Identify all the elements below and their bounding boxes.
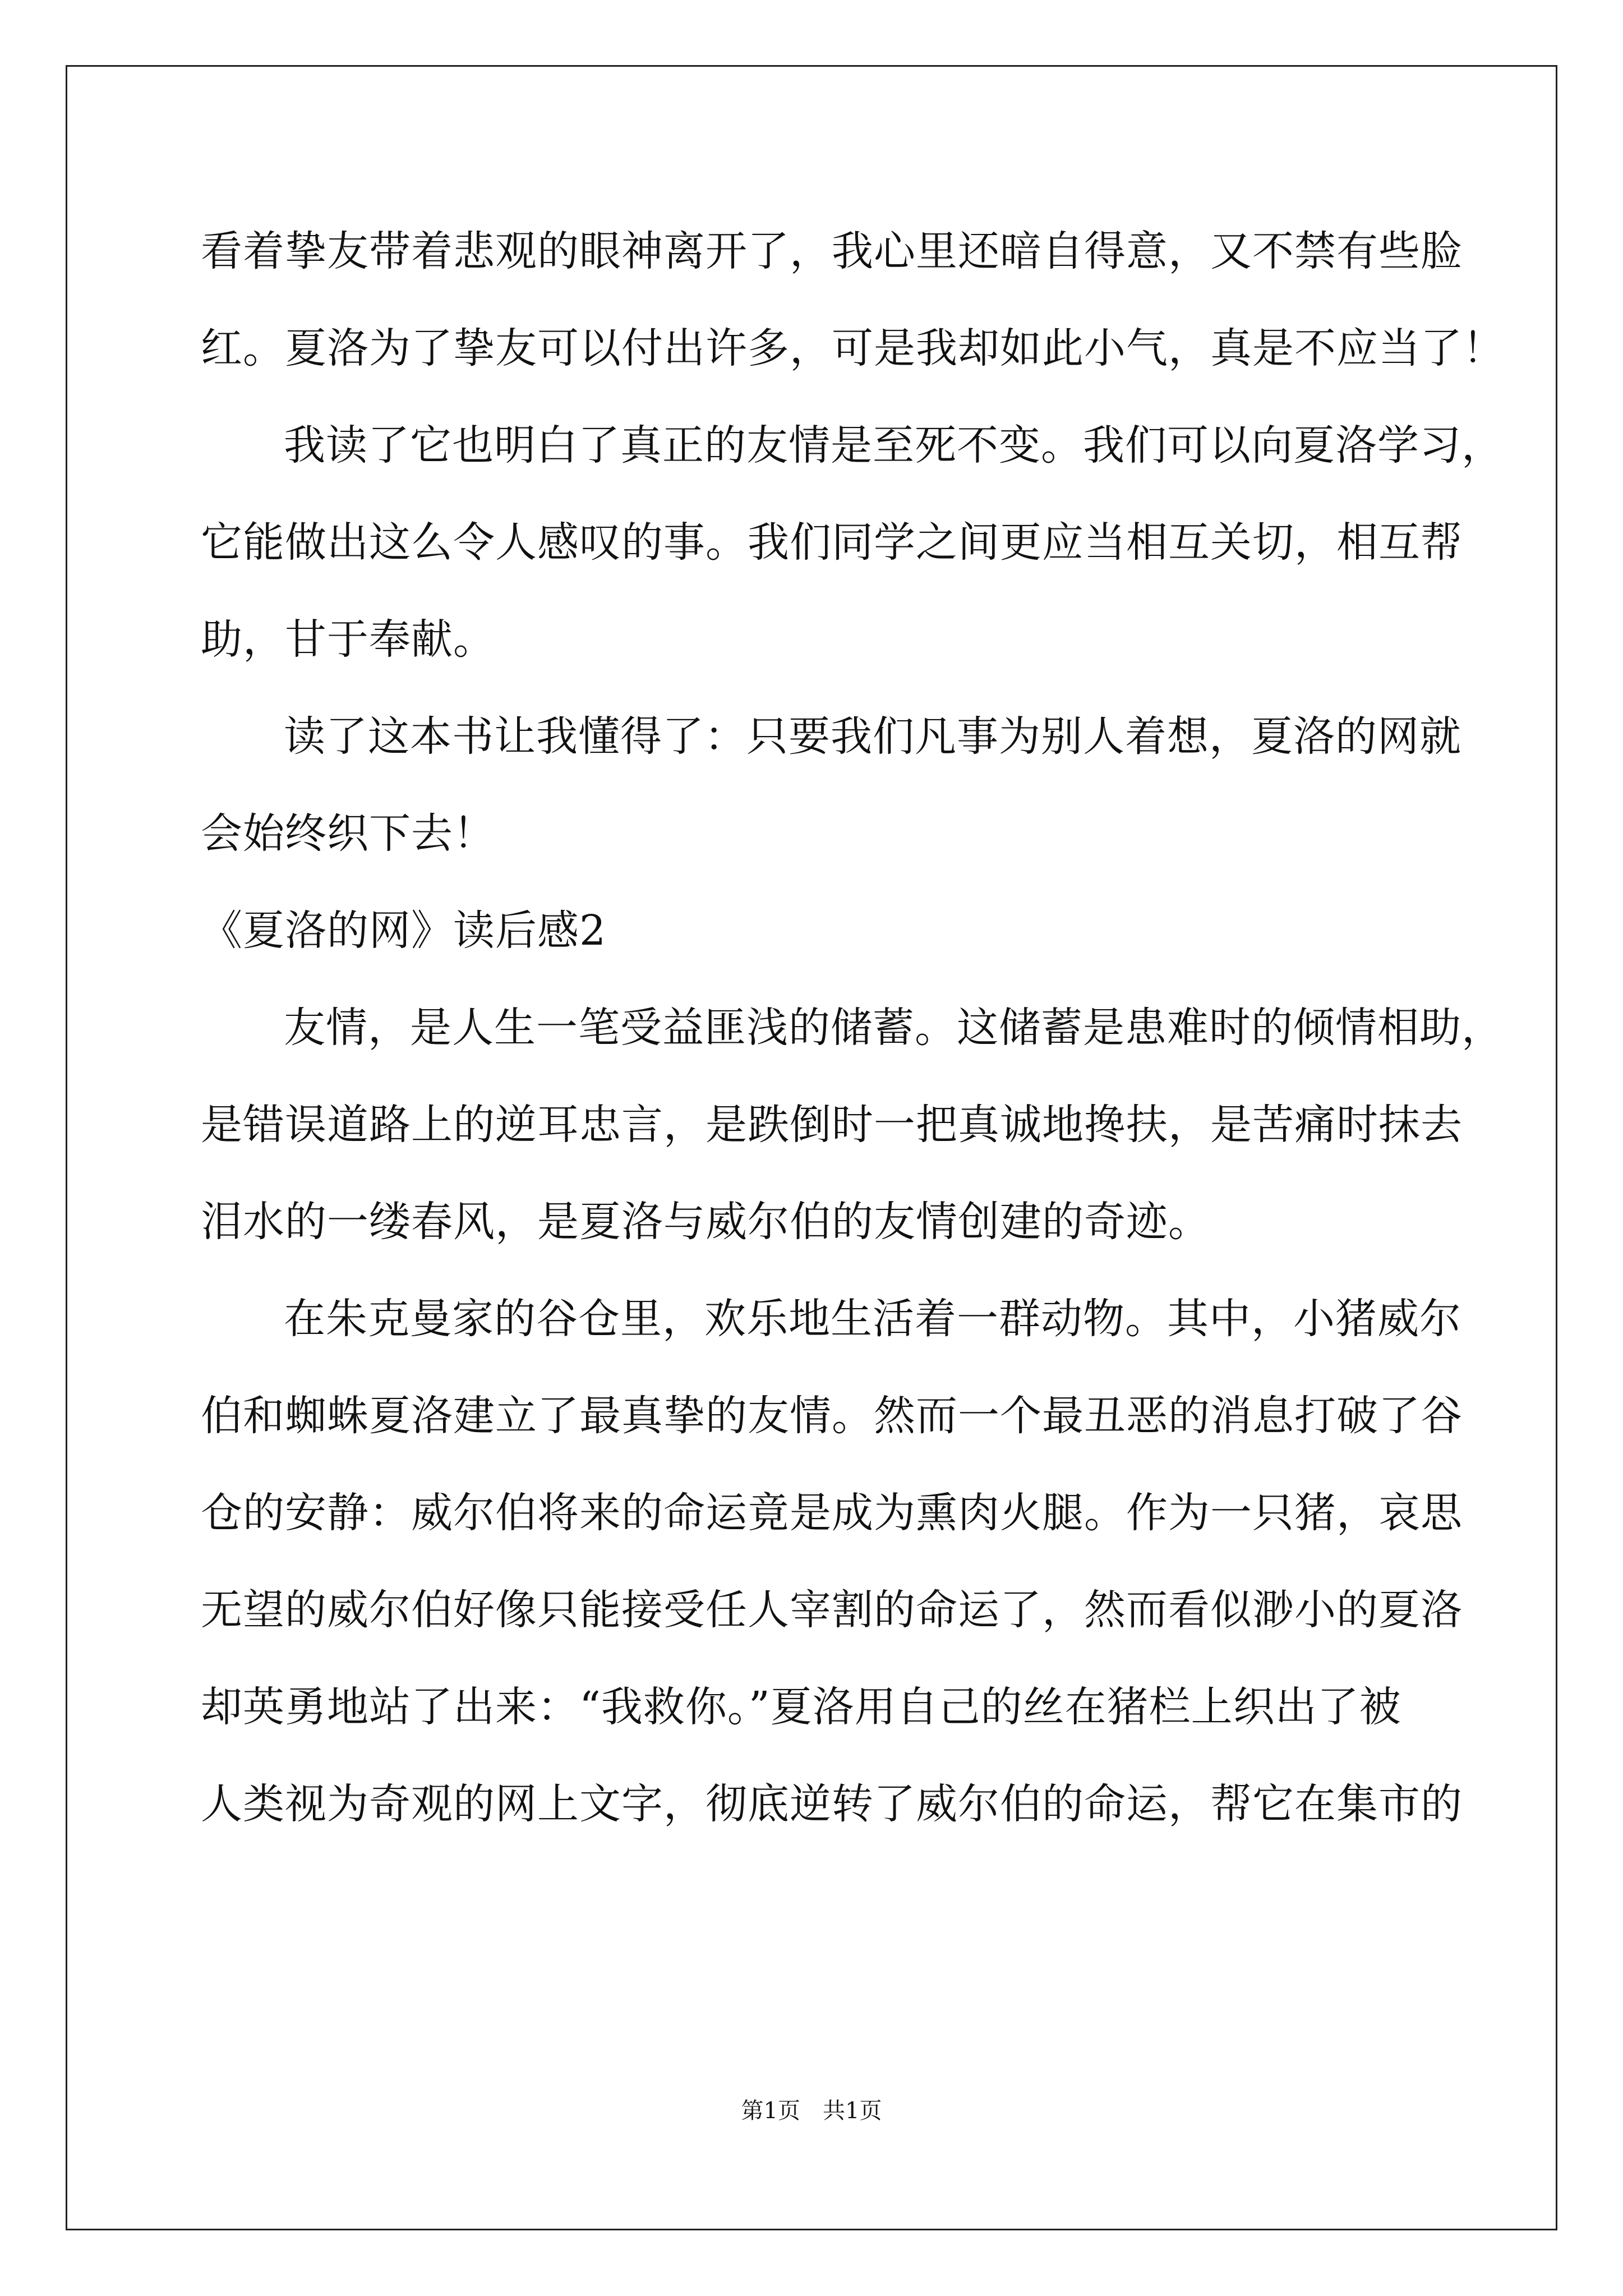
body-text-line: 是错误道路上的逆耳忠言，是跌倒时一把真诚地搀扶，是苦痛时抹去 (201, 1101, 1463, 1149)
body-text-line: 伯和蜘蛛夏洛建立了最真挚的友情。然而一个最丑恶的消息打破了谷 (201, 1392, 1463, 1440)
body-text-line: 仓的安静：威尔伯将来的命运竟是成为熏肉火腿。作为一只猪，哀思 (201, 1489, 1463, 1537)
body-text-line: 看着挚友带着悲观的眼神离开了，我心里还暗自得意，又不禁有些脸 (201, 227, 1463, 275)
body-text-line: 泪水的一缕春风，是夏洛与威尔伯的友情创建的奇迹。 (201, 1198, 1210, 1246)
paragraph-first-line: 读了这本书让我懂得了：只要我们凡事为别人着想，夏洛的网就 (284, 712, 1461, 761)
body-text-line: 无望的威尔伯好像只能接受任人宰割的命运了，然而看似渺小的夏洛 (201, 1586, 1463, 1634)
page-footer: 第1页 共1页 (741, 2098, 882, 2124)
paragraph-first-line: 在朱克曼家的谷仓里，欢乐地生活着一群动物。其中，小猪威尔 (284, 1295, 1461, 1343)
body-text-line: 却英勇地站了出来：“我救你。”夏洛用自己的丝在猪栏上织出了被 (201, 1683, 1401, 1731)
body-text-line: 红。夏洛为了挚友可以付出许多，可是我却如此小气，真是不应当了！ (201, 324, 1505, 372)
paragraph-first-line: 友情，是人生一笔受益匪浅的储蓄。这储蓄是患难时的倾情相助， (284, 1004, 1504, 1052)
paragraph-first-line: 我读了它也明白了真正的友情是至死不变。我们可以向夏洛学习， (284, 421, 1504, 470)
body-text-line: 会始终织下去！ (201, 809, 495, 858)
section-title: 《夏洛的网》读后感2 (201, 907, 607, 955)
body-text-line: 人类视为奇观的网上文字，彻底逆转了威尔伯的命运，帮它在集市的 (201, 1780, 1463, 1828)
body-text-line: 它能做出这么令人感叹的事。我们同学之间更应当相互关切，相互帮 (201, 518, 1463, 567)
body-text-line: 助，甘于奉献。 (201, 615, 495, 664)
